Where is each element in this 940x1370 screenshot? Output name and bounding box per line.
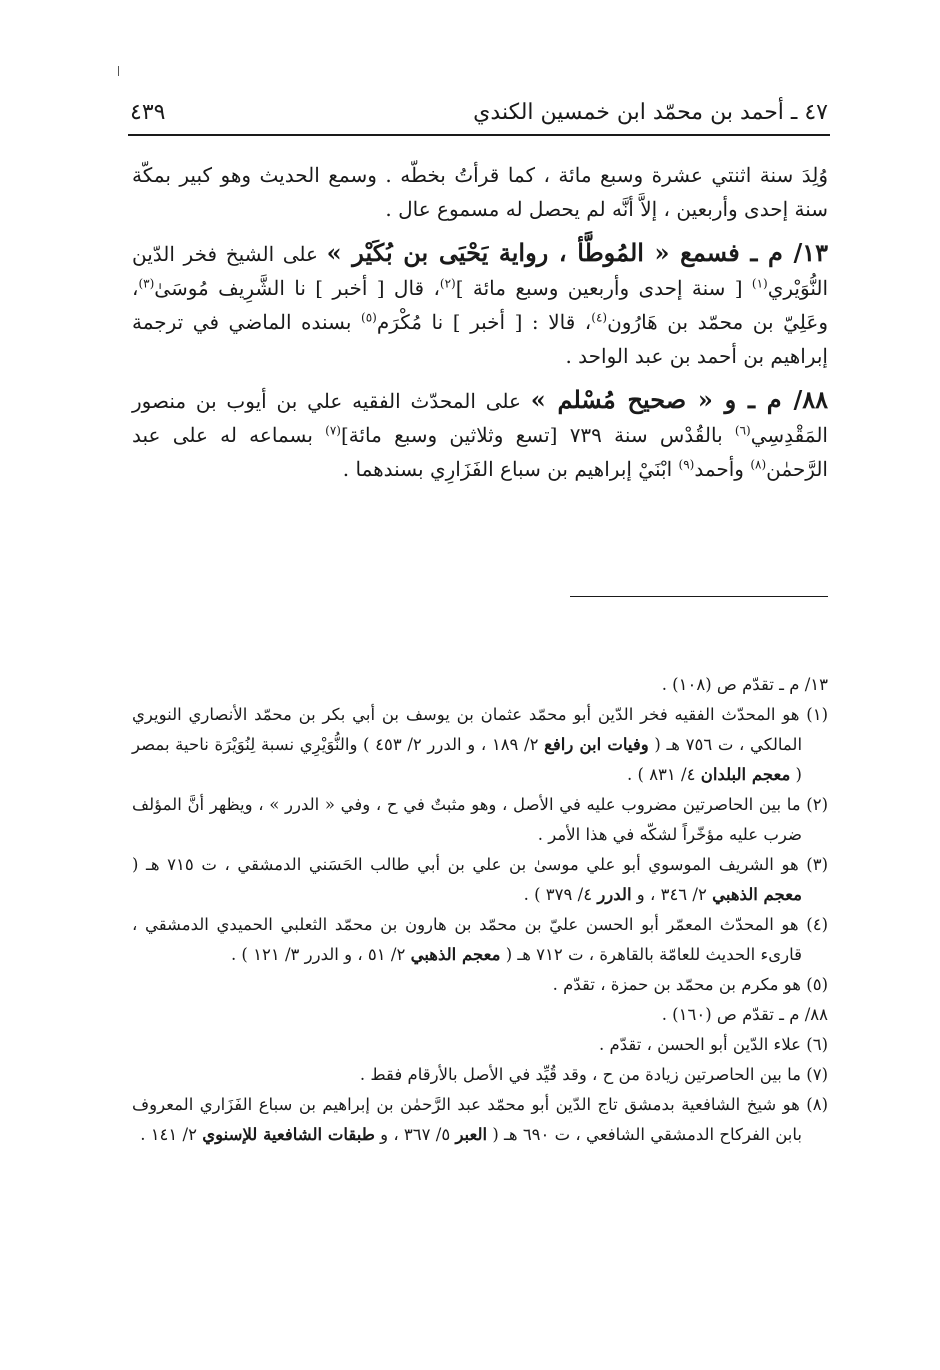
text-run: ٢/ ٥١ ، و	[338, 945, 411, 964]
footnote-5: (٥) هو مكرم بن محمّد بن حمزة ، تقدّم .	[552, 975, 828, 994]
source-title: الدرر	[597, 885, 632, 904]
running-title: ٤٧ ـ أحمد بن محمّد ابن خمسين الكندي	[473, 99, 828, 125]
text-run: ٣/ ١٢١ ) .	[230, 945, 305, 964]
footnote-ref: (٩)	[678, 457, 695, 472]
text-run: ، قال [ أخبر ] نا الشَّرِيف مُوسَىٰ	[154, 276, 440, 300]
footnote-8	[132, 1090, 828, 1150]
text-run: ٢/ ٤٥٣ ) والنُّوَيْرِي نسبة لِنُوَيْرَة ناحية بمصر (	[132, 735, 802, 784]
footnote-2: (٢) ما بين الحاصرتين مضروب عليه في الأصل ، وهو مثبتٌ في ح ، وفي « الدرر » ، ويظهر أنَّ المؤلف ضرب عليه مؤخّراً لشكّه في هذا الأمر .	[132, 795, 828, 844]
source-title: معجم الذهبي	[410, 945, 501, 964]
footnote-6: (٦) علاء الدّين أبو الحسن ، تقدّم .	[599, 1035, 828, 1054]
footnote-ref: (٤)	[591, 310, 608, 325]
footnote-separator	[570, 596, 828, 597]
paragraph-birth: وُلِدَ سنة اثنتي عشرة وسبع مائة ، كما قرأتُ بخطّه . وسمع الحديث وهو كبير بمكّة سنة إحدى وأربعين ، إلاَّ أنَّه لم يحصل له مسموع عال .	[132, 163, 828, 221]
text-run: وأحمد	[694, 457, 751, 481]
text-run: على الشيخ فخر الدّين النُّوَيْري	[132, 242, 829, 300]
footnote-3	[132, 850, 828, 910]
footnote-ref: (٢)	[439, 276, 456, 291]
entry-heading-13: ١٣/ م ـ فسمع « المُوطَّأ ، رواية يَحْيَى بن بُكَيْر »	[326, 238, 828, 267]
page-header	[130, 94, 828, 130]
text-run: [ سنة إحدى وأربعين وسبع مائة ]	[455, 276, 752, 300]
footnote-ref: (٨)	[750, 457, 767, 472]
text-run: ابْنَيْ إبراهيم بن سباع الفَزَارِي بسندهما .	[342, 457, 679, 481]
margin-tick	[118, 66, 119, 76]
page-number: ٤٣٩	[130, 99, 166, 125]
text-run: بسماعه له على عبد الرَّحمٰن	[132, 423, 828, 481]
footnote-4	[132, 910, 828, 970]
header-rule	[128, 134, 830, 136]
text-run: الدرر	[427, 735, 462, 754]
source-title: العبر	[455, 1125, 488, 1144]
footnote-ref: (٥)	[361, 310, 377, 325]
text-run: (٣) هو الشريف الموسوي أبو علي موسىٰ بن علي بن أبي طالب الحَسَني الدمشقي ، ت ٧١٥ هـ (	[132, 855, 829, 874]
footnote-ref: (٧)	[325, 423, 341, 438]
footnote-13: ١٣/ م ـ تقدّم ص (١٠٨) .	[661, 675, 828, 694]
entry-heading-88: ٨٨/ م ـ و « صحيح مُسْلم »	[530, 385, 828, 414]
footnotes	[132, 670, 828, 1150]
footnote-1	[132, 700, 828, 790]
text-run: ٤/ ٣٧٩ ) .	[523, 885, 598, 904]
text-run: ، وعَلِيّ بن محمّد بن هَارُون	[132, 276, 829, 334]
text-run: (٨) هو شيخ الشافعية بدمشق تاج الدّين أبو محمّد عبد الرَّحمٰن بن إبراهيم بن سباع الفَزَاري المعروف بابن الفركاح الدمشقي الشافعي ، ت ٦٩٠ هـ (	[132, 1095, 828, 1144]
text-run: ٥/ ٣٦٧ ، و	[374, 1125, 456, 1144]
text-run: ٢/ ١٤١ .	[140, 1125, 203, 1144]
footnote-ref: (١)	[751, 276, 768, 291]
text-run: على المحدّث الفقيه علي بن أيوب بن منصور المَقْدِسِي	[132, 389, 828, 447]
paragraph-sahih-muslim	[132, 383, 828, 486]
text-run: الدرر	[304, 945, 339, 964]
text-run: ٢/ ١٨٩ ، و	[461, 735, 545, 754]
source-title: وفيات ابن رافع	[544, 735, 649, 754]
footnote-ref: (٣)	[138, 276, 155, 291]
footnote-ref: (٦)	[734, 423, 751, 438]
text-run: ٢/ ٣٤٦ ، و	[631, 885, 713, 904]
text-run: بالقُدْس سنة ٧٣٩ [تسع وثلاثين وسبع مائة]	[340, 423, 735, 447]
source-title: معجم البلدان	[700, 765, 791, 784]
source-title: طبقات الشافعية للإسنوي	[202, 1125, 375, 1144]
main-text	[132, 158, 828, 496]
text-run: ، قالا : [ أخبر ] نا مُكْرَم	[376, 310, 592, 334]
text-run: (١) هو المحدّث الفقيه فخر الدّين أبو محمّد عثمان بن يوسف بن أبي بكر بن محمّد الأنصاري النويري المالكي ، ت ٧٥٦ هـ (	[132, 705, 828, 754]
footnote-88: ٨٨/ م ـ تقدّم ص (١٦٠) .	[661, 1005, 828, 1024]
text-run: ٤/ ٨٣١ ) .	[627, 765, 701, 784]
text-run: (٤) هو المحدّث المعمّر أبو الحسن عليّ بن محمّد بن هارون بن محمّد الثعلبي الحميدي الدمشقي ، قارىء الحديث للعامّة بالقاهرة ، ت ٧١٢ هـ (	[132, 915, 828, 964]
paragraph-muwatta	[132, 236, 828, 373]
footnote-7: (٧) ما بين الحاصرتين زيادة من ح ، وقد قُيِّد في الأصل بالأرقام فقط .	[359, 1065, 828, 1084]
text-run: بسنده الماضي في ترجمة إبراهيم بن أحمد بن عبد الواحد .	[132, 310, 828, 368]
source-title: معجم الذهبي	[712, 885, 802, 904]
